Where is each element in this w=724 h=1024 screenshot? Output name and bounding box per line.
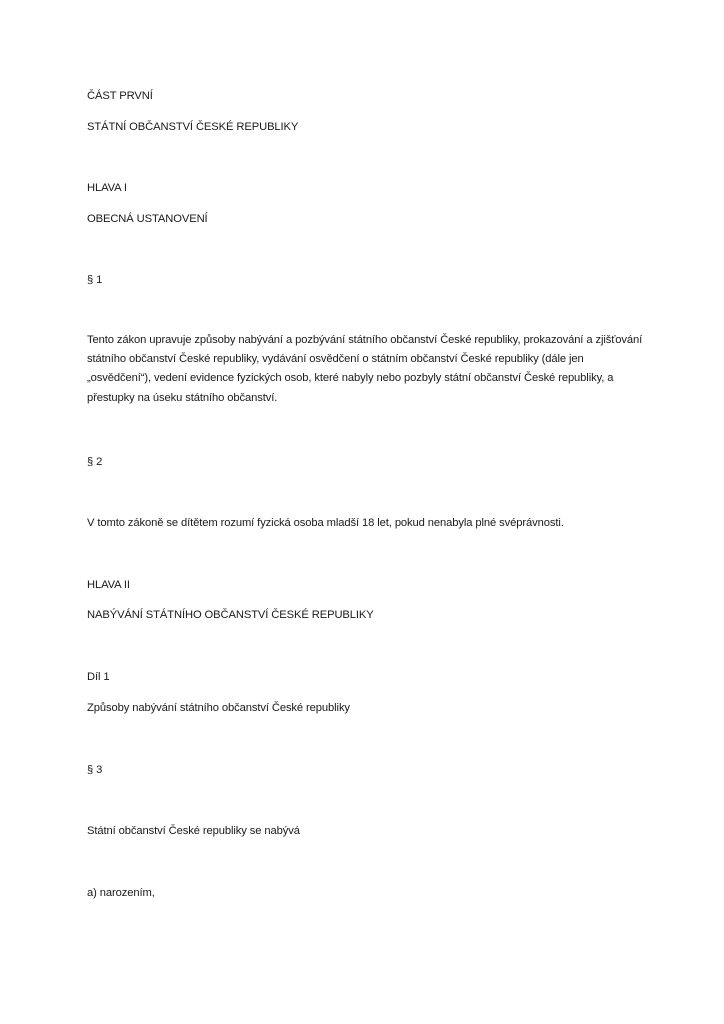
chapter-2-title: NABÝVÁNÍ STÁTNÍHO OBČANSTVÍ ČESKÉ REPUBLIKY: [87, 609, 374, 621]
section-2-text: V tomto zákoně se dítětem rozumí fyzická osoba mladší 18 let, pokud nenabyla plné svéprávnosti.: [87, 517, 564, 529]
list-item-a: a) narozením,: [87, 887, 155, 899]
section-2-label: § 2: [87, 456, 103, 468]
section-1-label: § 1: [87, 274, 103, 286]
part-title: STÁTNÍ OBČANSTVÍ ČESKÉ REPUBLIKY: [87, 121, 299, 133]
chapter-1-label: HLAVA I: [87, 182, 127, 194]
part-label: ČÁST PRVNÍ: [87, 90, 153, 102]
section-1-text: Tento zákon upravuje způsoby nabývání a pozbývání státního občanství České republiky, prokazování a zjišťování státního občanství České republiky, vydávání osvědčení o státním občanství České republiky (dále jen „osvědčení“), vedení evidence fyzických osob, které nabyly nebo pozbyly státní občanství České republiky, a přestupky na úseku státního občanství.: [87, 334, 643, 404]
chapter-1-title: OBECNÁ USTANOVENÍ: [87, 213, 208, 225]
division-1-label: Díl 1: [87, 671, 110, 683]
section-3-label: § 3: [87, 764, 103, 776]
chapter-2-label: HLAVA II: [87, 579, 130, 591]
section-3-text: Státní občanství České republiky se nabývá: [87, 825, 300, 837]
division-1-title: Způsoby nabývání státního občanství České republiky: [87, 702, 350, 714]
